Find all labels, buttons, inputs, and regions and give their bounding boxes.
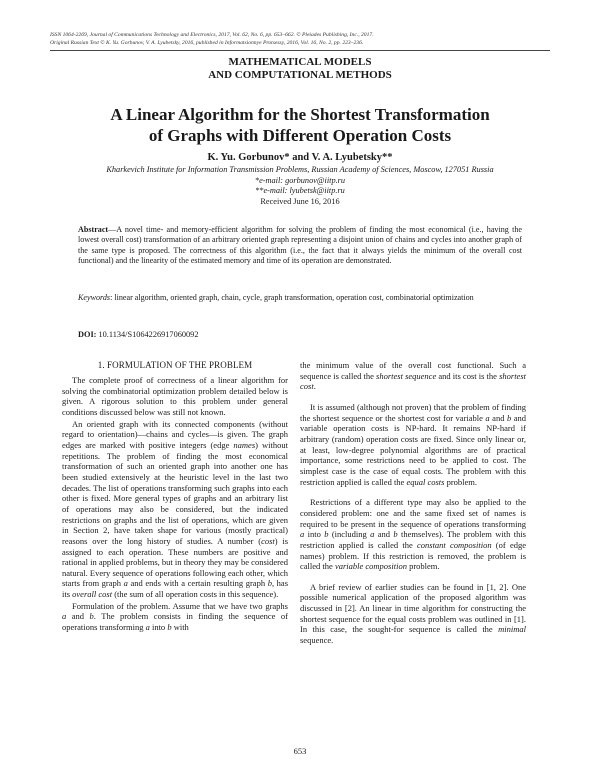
abstract-label: Abstract bbox=[78, 225, 109, 234]
right-paragraph-4: A brief review of earlier studies can be found in [1, 2]. One possible numerical application of the proposed algorithm was discussed in [2]. An linear in time algorithm for constructing the shortest sequence for the equal costs problem was outlined in [1]. In this case, the sought-for sequence is called the minimal sequence. bbox=[300, 581, 526, 646]
authors: K. Yu. Gorbunov* and V. A. Lyubetsky** bbox=[207, 152, 393, 163]
abstract-text: —A novel time- and memory-efficient algorithm for solving the problem of finding the most economical (i.e., having the lowest overall cost) transformation of an arbitrary oriented graph representing a disjoint union of chains and cycles into another graph of the same type is proposed. The correctness of this algorithm (i.e., the fact that it always yields the minimum of the overall cost functional) and the linearity of the estimated memory and time of its operation are demonstrated. bbox=[78, 225, 522, 266]
left-paragraph-1: The complete proof of correctness of a linear algorithm for solving the combinatorial optimization problem detailed below is given. A rigorous solution to this problem under general conditions discussed below was still not known. bbox=[62, 375, 288, 417]
right-paragraph-1: the minimum value of the overall cost functional. Such a sequence is called the shortest sequence and its cost is the shortest cost. bbox=[300, 360, 526, 392]
paper-title-line1: A Linear Algorithm for the Shortest Transformation bbox=[110, 105, 490, 124]
right-paragraph-2: It is assumed (although not proven) that the problem of finding the shortest sequence or the shortest cost for variable a and b and variable operation costs is NP-hard. It remains NP-hard if arbitrary (random) operation costs are fixed. Since only linear or, at least, low-degree polynomial algorithms are of practical importance, some restrictions need to be applied to cost. The simplest case is the case of equal costs. The problem with this restriction applied is called the equal costs problem. bbox=[300, 401, 526, 487]
doi-label: DOI: bbox=[78, 330, 97, 339]
header-rule bbox=[50, 50, 550, 51]
keywords-text: : linear algorithm, oriented graph, chain, cycle, graph transformation, operation cost, combinatorial optimization bbox=[110, 293, 474, 302]
affiliation: Kharkevich Institute for Information Transmission Problems, Russian Academy of Sciences, Moscow, 127051 Russia bbox=[106, 165, 494, 174]
affiliation-block bbox=[50, 165, 550, 207]
section-heading-line2: AND COMPUTATIONAL METHODS bbox=[208, 68, 392, 81]
doi-value: 10.1134/S1064226917060092 bbox=[96, 330, 199, 339]
left-paragraph-3: Formulation of the problem. Assume that we have two graphs a and b. The problem consists in finding the sequence of operations transforming a into b with bbox=[62, 600, 288, 633]
section-1-heading: 1. FORMULATION OF THE PROBLEM bbox=[97, 360, 253, 370]
section-heading bbox=[50, 56, 550, 81]
right-column bbox=[300, 360, 526, 647]
abstract bbox=[78, 225, 522, 267]
left-column bbox=[62, 360, 288, 634]
right-paragraph-3: Restrictions of a different type may also be applied to the considered problem: one and the same fixed set of names is required to be present in the sequence of operations transforming a into b (including a and b themselves). The problem with this restriction applied is called the constant composition (of edge names) problem. If this restriction is removed, the problem is called the variable composition problem. bbox=[300, 497, 526, 572]
doi bbox=[78, 330, 522, 340]
paper-title bbox=[50, 104, 550, 146]
paper-title-line2: of Graphs with Different Operation Costs bbox=[148, 126, 452, 145]
received-date: Received June 16, 2016 bbox=[260, 196, 340, 206]
journal-header-line2: Original Russian Text © K. Yu. Gorbunov, V. A. Lyubetsky, 2016, published in Informatsionnye Protsessy, 2016, Vol. 16, No. 2, pp. 223–236. bbox=[50, 39, 364, 46]
email-1: *e-mail: gorbunov@iitp.ru bbox=[254, 175, 346, 185]
section-heading-line1: MATHEMATICAL MODELS bbox=[228, 56, 372, 68]
left-paragraph-2: An oriented graph with its connected components (without regard to orientation)—chains and cycles—is given. The graph edges are marked with positive integers (edge names) without repetitions. The problem of finding the most economical transformation of such an oriented graph into another one has been studied extensively at the heuristic level in the last two decades. The list of operations transforming such graphs into each other is fixed. More general types of graphs and an arbitrary list of operations may also be considered, but the indicated restrictions on graphs and the list of operations, which are given in Section 2, have taken shape for various (mostly practical) reasons over the long history of studies. A number (cost) is assigned to each operation. These numbers are positive and rational in applied problems, but in theory they may be considered natural. Every sequence of operations following each other, which starts from graph a and ends with a certain resulting graph b, has its overall cost (the sum of all operation costs in this sequence). bbox=[62, 418, 289, 600]
email-2: **e-mail: lyubetsk@iitp.ru bbox=[255, 186, 345, 195]
keywords-label: Keywords bbox=[78, 293, 111, 302]
journal-header-line1: ISSN 1064-2269, Journal of Communications Technology and Electronics, 2017, Vol. 62, No. 6, pp. 653–662. © Pleiades Publishing, Inc., 2017. bbox=[50, 32, 374, 38]
keywords bbox=[78, 293, 522, 303]
journal-header bbox=[50, 32, 550, 47]
page-number: 653 bbox=[293, 746, 307, 756]
